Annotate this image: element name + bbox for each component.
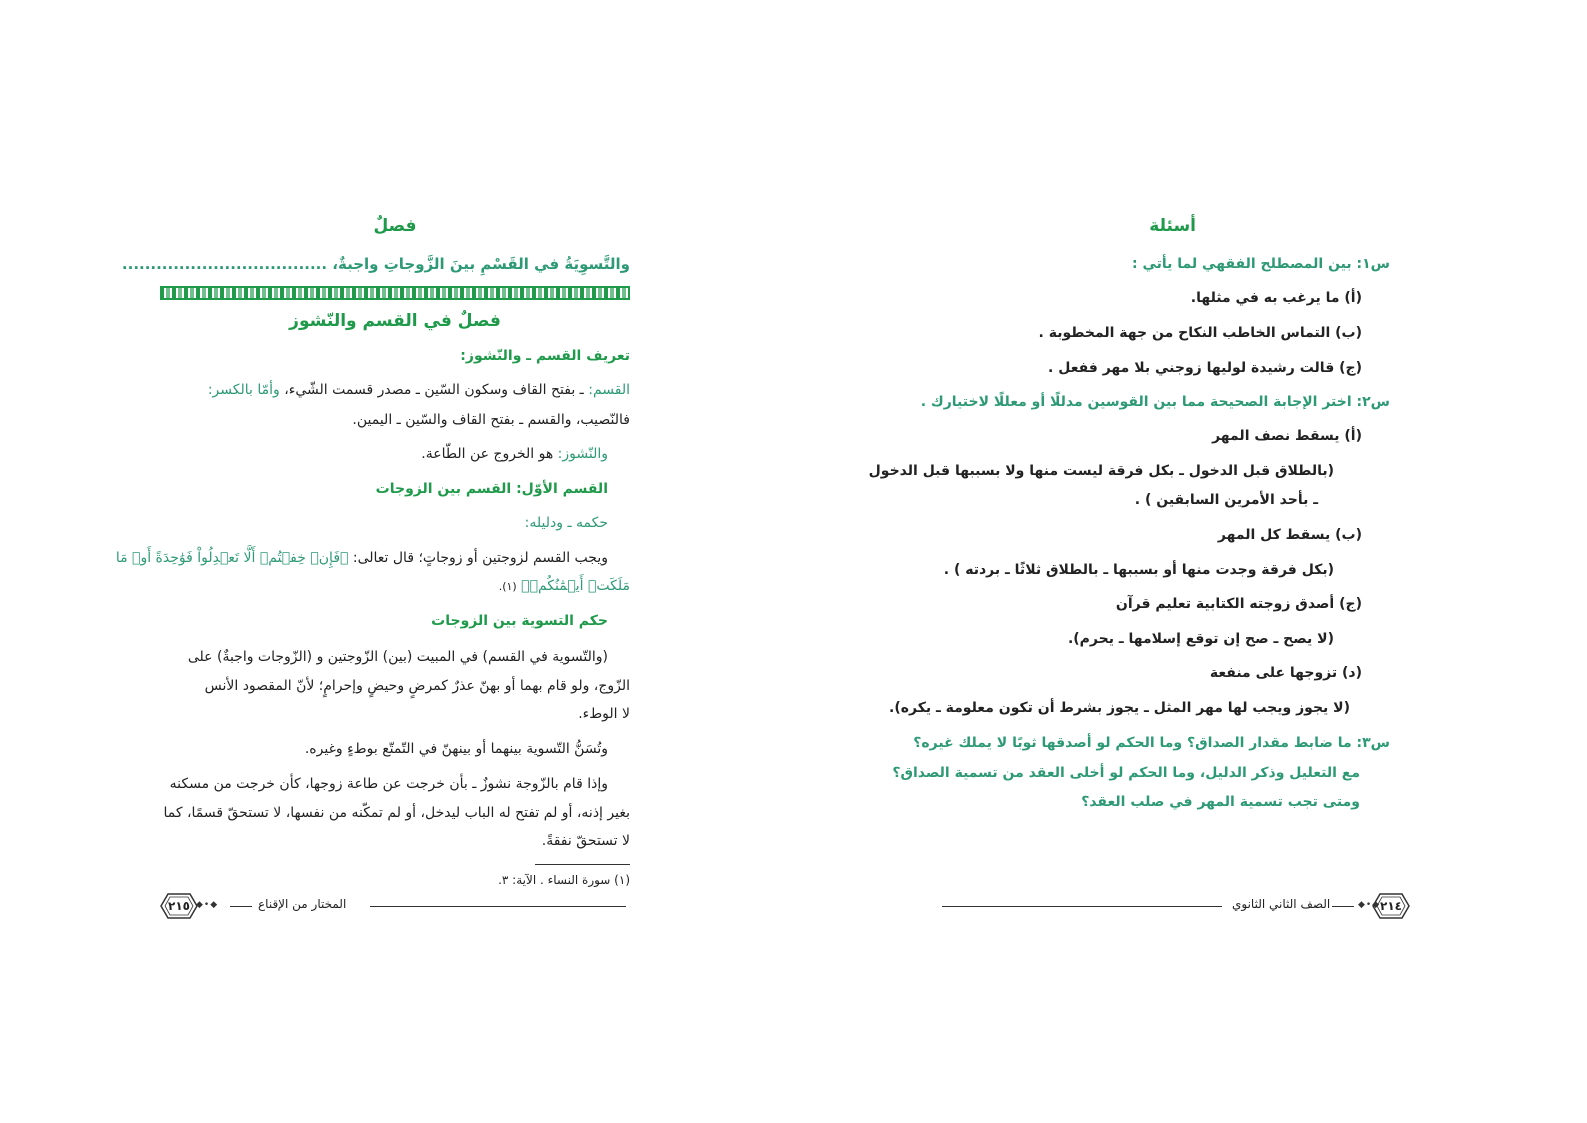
question-3-line2: مع التعليل وذكر الدليل، وما الحكم لو أخلى العقد من تسمية الصداق؟	[892, 765, 1360, 781]
verse-part2: مَلَكَتۡ أَيۡمَٰنُكُمۡ﴾	[521, 578, 630, 594]
section-title: فصلٌ في القسم والنّشوز	[289, 311, 501, 331]
qasm-kasr: وأمّا بالكسر:	[207, 382, 280, 398]
question-2: س٢: اختر الإجابة الصحيحة مما بين القوسين مدللًا أو معللًا لاختيارك .	[920, 394, 1390, 410]
right-footer-rule-left	[942, 906, 1222, 907]
para3-line3: لا تستحقّ نفقةً.	[541, 833, 630, 849]
para2: وتُسَنُّ التّسوية بينهما أو بينهنّ في التّمتّع بوطءٍ وغيره.	[304, 741, 608, 757]
right-footer-ornament: ◆•◆	[1358, 900, 1381, 910]
right-footer-title: الصف الثاني الثانوي	[1232, 897, 1331, 911]
q2-option-b: (ب) يسقط كل المهر	[1217, 527, 1362, 543]
left-footer-ornament: ◆•◆	[196, 900, 219, 910]
matn-line: والتَّسوِيَةُ في القَسْمِ بينَ الزَّوجاتِ واجبةٌ، ....................................	[121, 255, 630, 273]
footnote: (١) سورة النساء . الآية: ٣.	[498, 873, 630, 887]
right-footer-rule-right	[1332, 906, 1354, 907]
page-number-badge-left	[160, 893, 198, 919]
verse-line1	[115, 548, 608, 568]
verse-ref: (١).	[498, 580, 517, 593]
chapter-title: فصلٌ	[373, 216, 417, 236]
para1-line2: الزّوج، ولو قام بهما أو بهنّ عذرٌ كمرضٍ وحيضٍ وإحرامٍ؛ لأنّ المقصود الأنس	[204, 678, 630, 694]
definitions-heading: تعريف القسم ـ والنّشوز:	[460, 348, 630, 364]
q2-a-choices-2: ـ بأحد الأمرين السابقين ) .	[1134, 492, 1318, 508]
q1-option-c: (ج) قالت رشيدة لوليها زوجني بلا مهر ففعل .	[1048, 360, 1362, 376]
para3-line2: بغير إذنه، أو لم تفتح له الباب ليدخل، أو لم تمكّنه من نفسها، لا تستحقّ قسمًا، كما	[163, 805, 630, 821]
q2-d-choices: (لا يجوز ويجب لها مهر المثل ـ يجوز بشرط أن تكون معلومة ـ يكره).	[889, 700, 1350, 716]
part1-heading: القسم الأوّل: القسم بين الزوجات	[375, 481, 608, 497]
left-page	[115, 0, 630, 1123]
q2-b-choices: (بكل فرقة وجدت منها أو بسببها ـ بالطلاق ثلاثًا ـ بردته ) .	[943, 562, 1334, 578]
q1-option-a: (أ) ما يرغب به في مثلها.	[1190, 290, 1362, 306]
ruling-heading: حكمه ـ ودليله:	[524, 515, 608, 531]
verse-line2	[160, 576, 630, 597]
page-number-left: ٢١٥	[168, 899, 190, 913]
question-1: س١: بين المصطلح الفقهي لما يأتي :	[1131, 256, 1390, 272]
question-3-line3: ومتى تجب تسمية المهر في صلب العقد؟	[1081, 794, 1360, 810]
q2-c-choices: (لا يصح ـ صح إن توقع إسلامها ـ يحرم).	[1067, 631, 1334, 647]
left-footer-rule-left	[230, 906, 252, 907]
verse-intro: ويجب القسم لزوجتين أو زوجاتٍ؛ قال تعالى:	[348, 550, 608, 566]
left-footer-title: المختار من الإقناع	[258, 897, 347, 911]
q2-option-d: (د) تزوجها على منفعة	[1209, 665, 1362, 681]
qasm-def: ـ بفتح القاف وسكون السّين ـ مصدر قسمت الشّيء،	[279, 382, 584, 398]
para3-line1: وإذا قام بالزّوجة نشوزٌ ـ بأن خرجت عن طاعة زوجها، كأن خرجت من مسكنه	[169, 776, 608, 792]
q1-option-b: (ب) التماس الخاطب النكاح من جهة المخطوبة .	[1038, 325, 1362, 341]
qasm-line2: فالنّصيب، والقسم ـ بفتح القاف والسّين ـ اليمين.	[352, 412, 630, 428]
page-number-badge-right	[1372, 893, 1410, 919]
ornamental-divider	[160, 286, 630, 300]
q2-option-a: (أ) يسقط نصف المهر	[1212, 428, 1362, 444]
nushuz-definition	[160, 444, 608, 464]
para1-line3: لا الوطء.	[578, 706, 630, 722]
questions-title: أسئلة	[1149, 216, 1196, 236]
footnote-rule	[535, 864, 630, 865]
qasm-term: القسم:	[588, 382, 630, 398]
page-number-right: ٢١٤	[1380, 899, 1402, 913]
verse-part1: ﴿فَإِنۡ خِفۡتُمۡ أَلَّا تَعۡدِلُواْ فَوَٰحِدَةً أَوۡ مَا	[115, 550, 349, 566]
q2-option-c: (ج) أصدق زوجته الكتابية تعليم قرآن	[1115, 596, 1362, 612]
nushuz-def: هو الخروج عن الطّاعة.	[421, 446, 554, 462]
equality-heading: حكم التسوية بين الزوجات	[431, 613, 608, 629]
right-page	[868, 0, 1410, 1123]
nushuz-term: والنّشوز:	[557, 446, 608, 462]
left-footer-rule-right	[370, 906, 626, 907]
question-3-line1: س٣: ما ضابط مقدار الصداق؟ وما الحكم لو أصدقها ثوبًا لا يملك غيره؟	[913, 735, 1390, 751]
para1-line1: (والتّسوية في القسم) في المبيت (بين) الزّوجتين و (الزّوجات واجبةٌ) على	[187, 649, 608, 665]
q2-a-choices-1: (بالطلاق قبل الدخول ـ بكل فرقة ليست منها ولا بسببها قبل الدخول	[868, 463, 1334, 479]
qasm-definition	[160, 380, 630, 400]
